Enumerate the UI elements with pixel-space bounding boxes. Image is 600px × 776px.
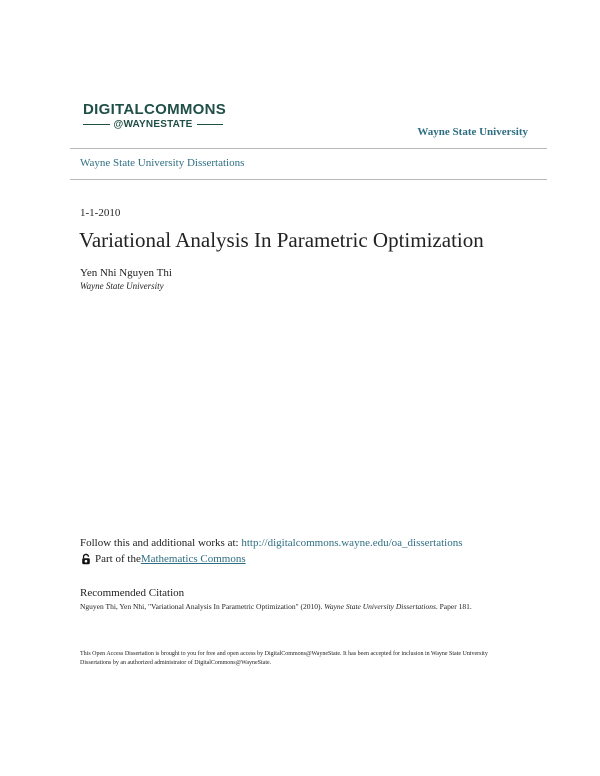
logo-left-rule: [83, 124, 110, 125]
document-title: Variational Analysis In Parametric Optimization: [79, 228, 484, 252]
author-name: Yen Nhi Nguyen Thi: [80, 267, 172, 279]
publication-date: 1-1-2010: [80, 207, 121, 219]
logo-line-1: DIGITALCOMMONS: [83, 101, 227, 118]
author-affiliation: Wayne State University: [80, 281, 164, 291]
collection-link[interactable]: Wayne State University Dissertations: [80, 157, 245, 169]
follow-line: [80, 537, 463, 549]
digital-commons-logo[interactable]: [83, 101, 227, 130]
part-of-prefix: Part of the: [95, 553, 141, 565]
part-of-line: [80, 553, 246, 565]
collection-divider: [70, 179, 547, 180]
follow-prefix: Follow this and additional works at:: [80, 537, 242, 549]
citation-series: Wayne State University Dissertations: [324, 602, 436, 611]
citation-text: [80, 602, 472, 611]
logo-right-rule: [197, 124, 224, 125]
open-access-icon: [80, 553, 92, 565]
header-divider: [70, 148, 547, 149]
open-access-notice: This Open Access Dissertation is brought to you for free and open access by DigitalCommons@WayneState. It has been accepted for inclusion in Wayne State University Dissertations by an authorized administrator of DigitalCommons@WayneState.: [80, 651, 488, 666]
institution-link[interactable]: Wayne State University: [417, 126, 528, 138]
logo-bottom-row: [83, 119, 223, 130]
citation-suffix: . Paper 181.: [435, 602, 472, 611]
follow-url-link[interactable]: http://digitalcommons.wayne.edu/oa_dissertations: [241, 537, 463, 549]
recommended-citation-heading: Recommended Citation: [80, 587, 185, 599]
logo-line-2: @WAYNESTATE: [113, 119, 193, 130]
citation-prefix: Nguyen Thi, Yen Nhi, "Variational Analysis In Parametric Optimization" (2010).: [80, 602, 325, 611]
mathematics-commons-link[interactable]: Mathematics Commons: [140, 553, 246, 565]
